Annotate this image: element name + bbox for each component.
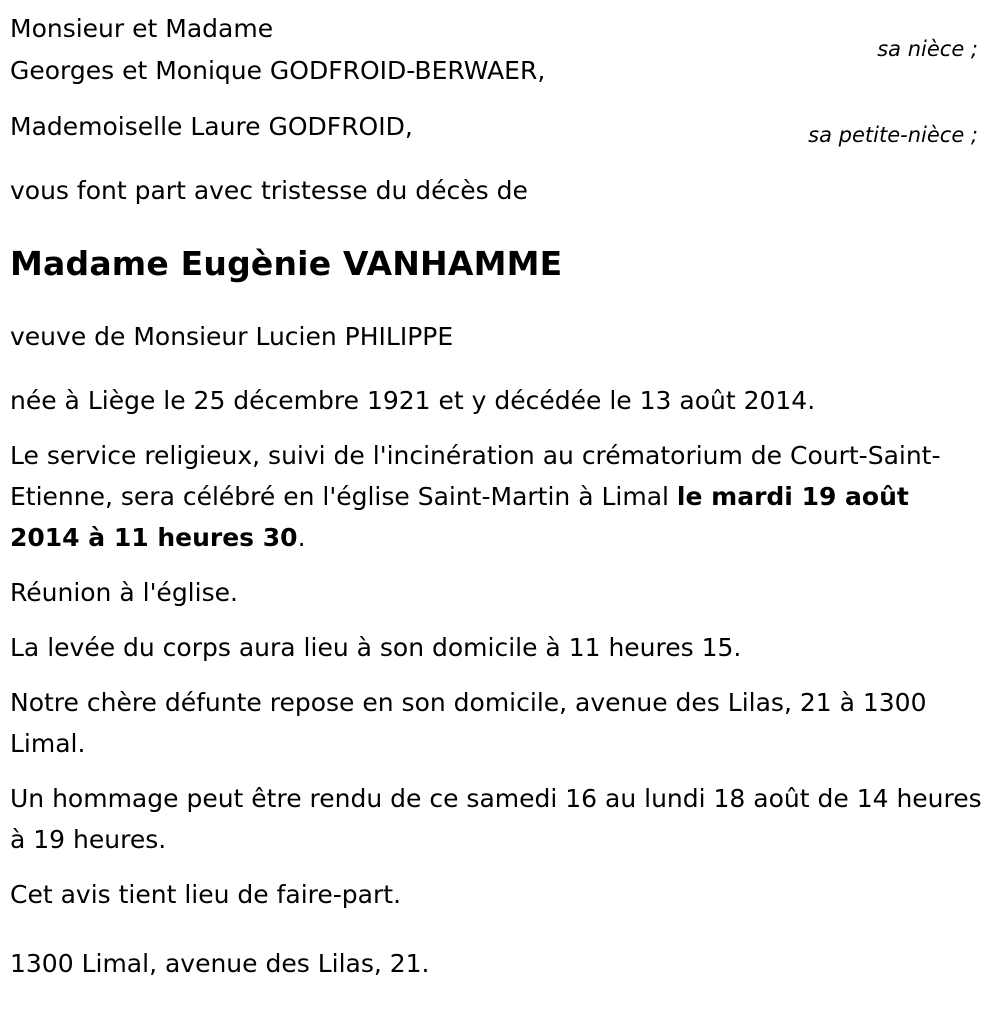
spacer-1 <box>10 92 986 106</box>
address-text: 1300 Limal, avenue des Lilas, 21. <box>10 949 430 978</box>
relation-niece: sa nièce ; <box>877 37 978 61</box>
announcer-line-1: Monsieur et Madame <box>10 14 274 43</box>
announcer-block-2 <box>10 106 986 148</box>
service-text-end: . <box>297 523 306 552</box>
service-datetime: le mardi 19 août 2014 à 11 heures 30 <box>10 482 909 552</box>
spacer-4 <box>10 286 986 316</box>
deceased-name: Madame Eugènie VANHAMME <box>10 244 563 283</box>
spacer-6 <box>10 929 986 943</box>
body-removal-text: La levée du corps aura lieu à son domicile à 11 heures 15. <box>10 633 742 662</box>
announcer-block <box>10 8 986 92</box>
spacer-5 <box>10 358 986 380</box>
service-text-part1: Le service religieux, suivi de l'incinération au crématorium de Court-Saint-Etienne, sera célébré en l'église Saint-Martin à Limal <box>10 441 941 511</box>
faire-part-text: Cet avis tient lieu de faire-part. <box>10 880 402 909</box>
announcer-line-3: Mademoiselle Laure GODFROID, <box>10 112 413 141</box>
relation-petite-niece: sa petite-nièce ; <box>808 123 978 147</box>
resting-place-text: Notre chère défunte repose en son domicile, avenue des Lilas, 21 à 1300 Limal. <box>10 688 927 758</box>
intro-text: vous font part avec tristesse du décès de <box>10 176 528 205</box>
spacer-3 <box>10 212 986 242</box>
announcer-line-2: Georges et Monique GODFROID-BERWAER, <box>10 56 546 85</box>
spacer-2 <box>10 148 986 170</box>
meeting-text: Réunion à l'église. <box>10 578 238 607</box>
birth-death-text: née à Liège le 25 décembre 1921 et y décédée le 13 août 2014. <box>10 386 816 415</box>
homage-text: Un hommage peut être rendu de ce samedi 16 au lundi 18 août de 14 heures à 19 heures. <box>10 784 982 854</box>
widow-of-text: veuve de Monsieur Lucien PHILIPPE <box>10 322 454 351</box>
service-paragraph <box>10 435 986 558</box>
